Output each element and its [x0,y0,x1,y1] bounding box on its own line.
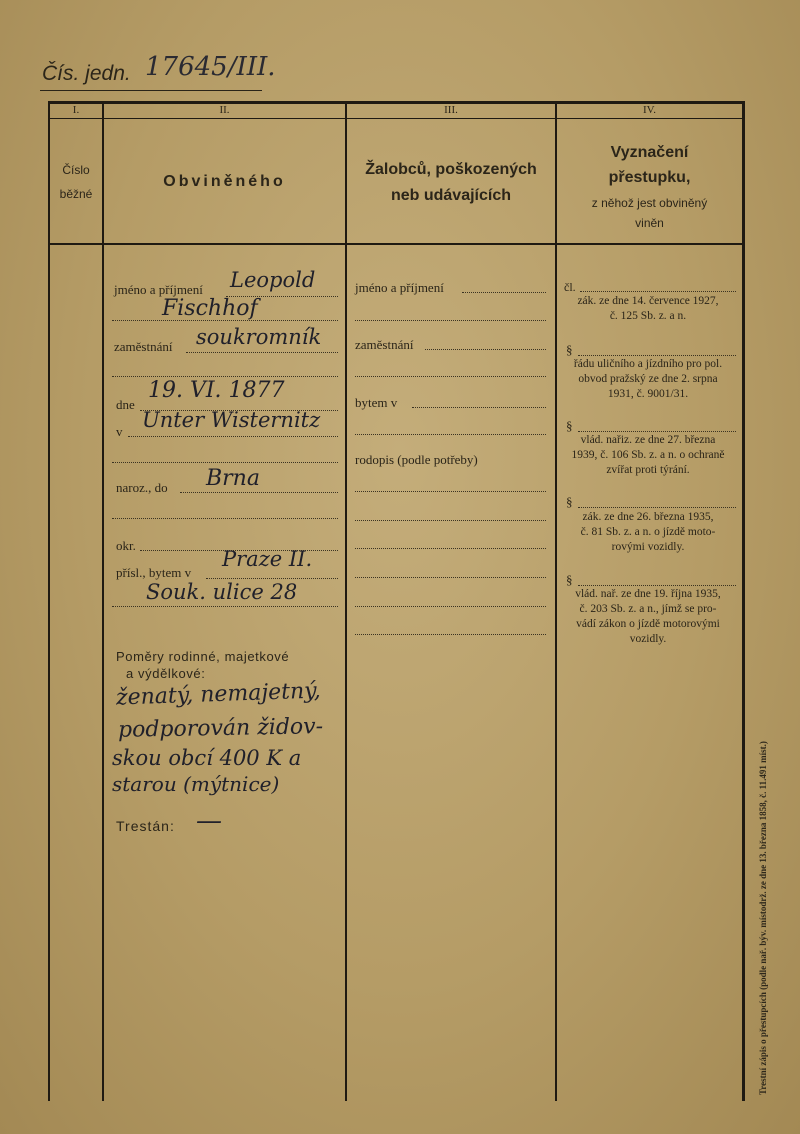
col1-number: I. [72,104,80,116]
offense-para-line-2 [578,355,736,356]
offense-block3-line1: vlád. nařiz. ze dne 27. března [580,434,716,446]
defendant-naroz-label: naroz., do [116,480,168,495]
defendant-prisl-label: přísl., bytem v [116,565,192,580]
plaintiff-zamestnani-label: zaměstnání [355,337,414,352]
offense-block2-line2: obvod pražský ze dne 2. srpna [578,373,718,385]
plaintiff-blank-line-9 [355,634,546,635]
defendant-pomery-label-1: Poměry rodinné, majetkové [116,649,290,664]
defendant-naroz-value: Brna [206,466,260,491]
defendant-zamestnani-label: zaměstnání [114,339,173,354]
defendant-zamestnani-value: soukromník [196,325,322,349]
col-line-4 [742,101,745,1101]
plaintiff-zamestnani-line [425,349,546,350]
col-line-0 [48,101,50,1101]
offense-cl-label: čl. [564,280,576,294]
defendant-jmeno-label: jméno a příjmení [114,282,203,297]
col2-title: Obviněného [163,173,286,190]
numbers-row-divider [48,118,744,119]
defendant-trestan-value: — [196,806,222,836]
defendant-jmeno-value: Leopold [230,268,316,292]
header-bottom-border [48,243,744,245]
cis-jedn-value: 17645/III. [145,52,276,82]
offense-para-line-4 [578,507,736,508]
plaintiff-blank-line-1 [355,320,546,321]
offense-block5-line3: vádí zákon o jízdě motorovými [576,618,720,630]
defendant-pomery-label-2: a výdělkové: [126,666,206,681]
col1-title-line1: Číslo [62,163,90,177]
plaintiff-jmeno-line [462,292,546,293]
offense-block2-line3: 1931, č. 9001/31. [607,388,689,400]
defendant-v-line [128,436,338,437]
offense-block4-line1: zák. ze dne 26. března 1935, [582,511,714,523]
side-note [758,685,768,1095]
defendant-pomery-line-4: starou (mýtnice) [112,772,280,796]
defendant-prijmeni-value: Fischhof [162,296,258,321]
offense-block4-line3: rovými vozidly. [611,541,685,553]
defendant-okr-label: okr. [116,538,136,553]
defendant-adresa-value: Souk. ulice 28 [146,580,298,604]
offense-block1-line2: č. 125 Sb. z. a n. [609,310,687,322]
offense-cl-line [580,291,736,292]
col3-title-line1: Žalobců, poškozených [365,161,537,178]
offense-para-sign-5: § [566,572,573,587]
defendant-naroz-line [180,492,338,493]
col2-number: II. [219,104,230,116]
offense-block3-line2: 1939, č. 106 Sb. z. a n. o ochraně [571,449,725,461]
side-note-text: Trestní zápis o přestupcích (podle nař. býv. místodrž. ze dne 13. března 1858, č. 11.491 míst.) [758,741,768,1095]
col-line-2 [345,101,347,1101]
offense-block5-line2: č. 203 Sb. z. a n., jímž se pro- [579,603,717,615]
col1-title-line2: běžné [59,187,93,201]
defendant-prisl-value: Praze II. [222,547,313,571]
plaintiff-bytem-line [412,407,546,408]
plaintiff-blank-line-6 [355,548,546,549]
offense-para-sign-2: § [566,342,573,357]
col4-number: IV. [643,104,656,116]
plaintiff-jmeno-label: jméno a příjmení [355,280,444,295]
cis-jedn-underline [40,90,262,91]
col4-title-line1: Vyznačení [610,144,689,161]
defendant-dne-label: dne [116,397,135,412]
col3-number: III. [444,104,458,116]
plaintiff-bytem-label: bytem v [355,395,398,410]
defendant-blank-line-1 [112,376,338,377]
col4-subtitle-line1: z něhož jest obviněný [591,196,708,210]
offense-block1-line1: zák. ze dne 14. července 1927, [577,295,719,307]
defendant-pomery-line-3: skou obcí 400 K a [112,746,302,770]
defendant-blank-line-2 [112,462,338,463]
defendant-v-label: v [116,424,123,439]
plaintiff-blank-line-2 [355,376,546,377]
defendant-blank-line-3 [112,518,338,519]
defendant-v-value: Unter Wisternitz [142,408,321,432]
offense-block2-line1: řádu uličního a jízdního pro pol. [573,358,723,370]
plaintiff-blank-line-5 [355,520,546,521]
plaintiff-rodopis-label: rodopis (podle potřeby) [355,452,478,467]
offense-para-sign-4: § [566,494,573,509]
offense-para-line-5 [578,585,736,586]
plaintiff-blank-line-4 [355,491,546,492]
defendant-prisl-line [206,578,338,579]
defendant-pomery-line-2: podporován židov- [117,714,324,743]
col-line-1 [102,101,104,1101]
defendant-dne-value: 19. VI. 1877 [148,378,285,403]
offense-para-line-3 [578,431,736,432]
defendant-zamestnani-line [186,352,338,353]
defendant-pomery-line-1: ženatý, nemajetný, [115,678,322,711]
offense-para-sign-3: § [566,418,573,433]
col4-subtitle-line2: viněn [635,216,664,230]
offense-block3-line3: zvířat proti týrání. [606,464,690,476]
plaintiff-blank-line-3 [355,434,546,435]
defendant-trestan-label: Trestán: [116,818,175,834]
plaintiff-blank-line-7 [355,577,546,578]
defendant-adresa-line [112,606,338,607]
offense-block5-line4: vozidly. [629,633,667,645]
plaintiff-blank-line-8 [355,606,546,607]
col4-title-line2: přestupku, [608,169,691,186]
offense-block4-line2: č. 81 Sb. z. a n. o jízdě moto- [580,526,716,538]
col3-title-line2: neb udávajících [390,187,512,204]
offense-block5-line1: vlád. nař. ze dne 19. října 1935, [575,588,721,600]
cis-jedn-label: Čís. jedn. [42,62,131,85]
